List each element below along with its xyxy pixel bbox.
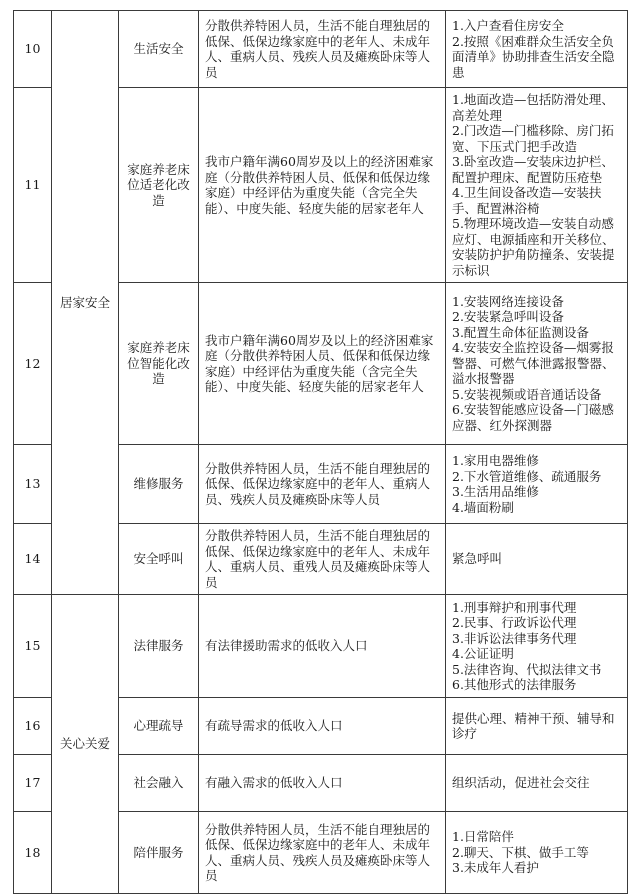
row-number: 10	[14, 11, 52, 88]
content-line: 2.民事、行政诉讼代理	[452, 615, 577, 630]
table-row	[14, 595, 628, 698]
service-object: 有法律援助需求的低收入人口	[199, 595, 446, 698]
service-object: 有疏导需求的低收入人口	[199, 698, 446, 755]
service-object: 我市户籍年满60周岁及以上的经济困难家庭（分散供养特困人员、低保和低保边缘家庭）中经评估为重度失能（含完全失能）、中度失能、轻度失能的居家老年人	[199, 283, 446, 445]
content-line: 3.生活用品维修	[452, 484, 539, 499]
service-object: 分散供养特困人员，生活不能自理独居的低保、低保边缘家庭中的老年人、未成年人、重病人员、残疾人员及瘫痪卧床等人员	[199, 11, 446, 88]
service-item: 家庭养老床位适老化改造	[119, 88, 199, 283]
content-line: 4.墙面粉刷	[452, 499, 514, 515]
content-line: 1.地面改造—包括防滑处理、高差处理	[452, 92, 614, 123]
service-object: 我市户籍年满60周岁及以上的经济困难家庭（分散供养特困人员、低保和低保边缘家庭）中经评估为重度失能（含完全失能）、中度失能、轻度失能的居家老年人	[199, 88, 446, 283]
table-row	[14, 11, 628, 88]
service-content	[446, 698, 628, 755]
row-number: 11	[14, 88, 52, 283]
content-line: 5.安装视频或语音通话设备	[452, 386, 602, 402]
service-content	[446, 88, 628, 283]
row-number: 12	[14, 283, 52, 445]
content-line: 5.法律咨询、代拟法律文书	[452, 661, 602, 677]
content-line: 1.入户查看住房安全	[452, 18, 564, 33]
content-line: 提供心理、精神干预、辅导和诊疗	[452, 710, 615, 741]
content-line: 2.安装紧急呼叫设备	[452, 309, 564, 325]
content-line: 4.公证证明	[452, 646, 514, 661]
category-home-safety: 居家安全	[52, 11, 119, 595]
row-number: 16	[14, 698, 52, 755]
service-item: 安全呼叫	[119, 524, 199, 595]
service-item: 生活安全	[119, 11, 199, 88]
content-line: 3.非诉讼法律事务代理	[452, 630, 577, 646]
row-number: 14	[14, 524, 52, 595]
content-line: 1.安装网络连接设备	[452, 293, 564, 309]
service-content	[446, 595, 628, 698]
service-object: 分散供养特困人员，生活不能自理独居的低保、低保边缘家庭中的老年人、重病人员、残疾人员及瘫痪卧床等人员	[199, 445, 446, 524]
content-line: 3.未成年人看护	[452, 860, 539, 876]
service-object: 分散供养特困人员，生活不能自理独居的低保、低保边缘家庭中的老年人、未成年人、重病人员、残疾人员及瘫痪卧床等人员	[199, 812, 446, 894]
service-table	[13, 10, 628, 894]
content-line: 2.按照《困难群众生活安全负面清单》协助排查生活安全隐患	[452, 33, 615, 80]
row-number: 15	[14, 595, 52, 698]
row-number: 13	[14, 445, 52, 524]
content-line: 2.门改造—门槛移除、房门拓宽、下压式门把手改造	[452, 123, 614, 154]
content-line: 2.下水管道维修、疏通服务	[452, 468, 602, 484]
content-line: 紧急呼叫	[452, 551, 503, 567]
service-content	[446, 524, 628, 595]
service-content	[446, 755, 628, 812]
service-content	[446, 11, 628, 88]
content-line: 5.物理环境改造—安装自动感应灯、电源插座和开关移位、安装防护护角防撞条、安装提示标识	[452, 216, 615, 278]
service-content	[446, 283, 628, 445]
service-content	[446, 445, 628, 524]
category-care: 关心关爱	[52, 595, 119, 894]
content-line: 3.配置生命体征监测设备	[452, 324, 589, 340]
content-line: 1.日常陪伴	[452, 829, 514, 845]
row-number: 18	[14, 812, 52, 894]
content-line: 4.安装安全监控设备—烟雾报警器、可燃气体泄露报警器、溢水报警器	[452, 340, 615, 387]
content-line: 6.其他形式的法律服务	[452, 677, 577, 692]
content-line: 6.安装智能感应设备—门磁感应器、红外探测器	[452, 402, 614, 433]
content-line: 2.聊天、下棋、做手工等	[452, 844, 589, 860]
content-line: 1.家用电器维修	[452, 453, 539, 468]
service-item: 心理疏导	[119, 698, 199, 755]
content-line: 4.卫生间设备改造—安装扶手、配置淋浴椅	[452, 185, 602, 216]
content-line: 1.刑事辩护和刑事代理	[452, 599, 577, 615]
service-item: 家庭养老床位智能化改造	[119, 283, 199, 445]
service-object: 有融入需求的低收入人口	[199, 755, 446, 812]
content-line: 组织活动，促进社会交往	[452, 775, 590, 791]
content-line: 3.卧室改造—安装床边护栏、配置护理床、配置防压疮垫	[452, 154, 614, 185]
service-item: 法律服务	[119, 595, 199, 698]
service-item: 社会融入	[119, 755, 199, 812]
service-object: 分散供养特困人员，生活不能自理独居的低保、低保边缘家庭中的老年人、未成年人、重病人员、重残人员及瘫痪卧床等人员	[199, 524, 446, 595]
service-content	[446, 812, 628, 894]
service-item: 陪伴服务	[119, 812, 199, 894]
row-number: 17	[14, 755, 52, 812]
service-item: 维修服务	[119, 445, 199, 524]
